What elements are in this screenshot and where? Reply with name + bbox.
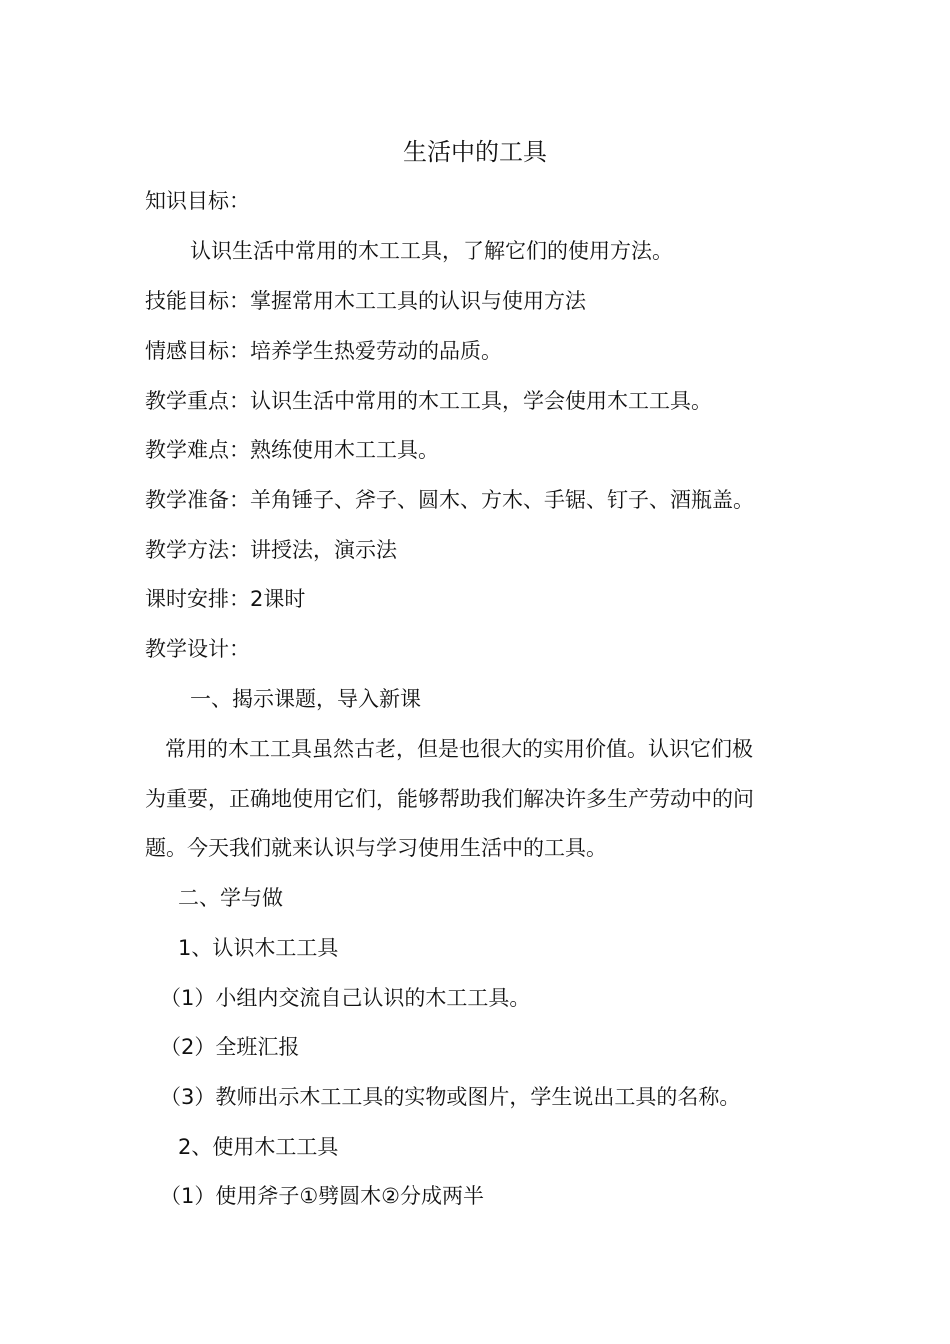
teaching-design-heading: 教学设计： — [145, 637, 250, 661]
skill-goal: 技能目标：掌握常用木工工具的认识与使用方法 — [145, 289, 586, 313]
list-item-3: （3）教师出示木工工具的实物或图片，学生说出工具的名称。 — [160, 1085, 741, 1109]
intro-paragraph-line-3: 题。今天我们就来认识与学习使用生活中的工具。 — [145, 836, 607, 860]
subsection-1-heading: 1、认识木工工具 — [178, 936, 339, 960]
teaching-method: 教学方法：讲授法，演示法 — [145, 538, 397, 562]
section-one-heading: 一、揭示课题，导入新课 — [190, 687, 421, 711]
emotion-goal: 情感目标：培养学生热爱劳动的品质。 — [145, 339, 502, 363]
teaching-preparation: 教学准备：羊角锤子、斧子、圆木、方木、手锯、钉子、酒瓶盖。 — [145, 488, 754, 512]
knowledge-goal-heading: 知识目标： — [145, 189, 250, 213]
class-schedule: 课时安排：2课时 — [145, 587, 306, 611]
document-title: 生活中的工具 — [403, 138, 547, 166]
teaching-difficulty: 教学难点：熟练使用木工工具。 — [145, 438, 439, 462]
section-two-heading: 二、学与做 — [178, 886, 283, 910]
list-item-axe: （1）使用斧子①劈圆木②分成两半 — [160, 1184, 485, 1208]
list-item-1: （1）小组内交流自己认识的木工工具。 — [160, 986, 531, 1010]
teaching-focus: 教学重点：认识生活中常用的木工工具，学会使用木工工具。 — [145, 389, 712, 413]
intro-paragraph-line-1: 常用的木工工具虽然古老，但是也很大的实用价值。认识它们极 — [165, 737, 753, 761]
subsection-2-heading: 2、使用木工工具 — [178, 1135, 339, 1159]
intro-paragraph-line-2: 为重要，正确地使用它们，能够帮助我们解决许多生产劳动中的问 — [145, 787, 754, 811]
list-item-2: （2）全班汇报 — [160, 1035, 300, 1059]
knowledge-goal-text: 认识生活中常用的木工工具，了解它们的使用方法。 — [190, 239, 673, 263]
